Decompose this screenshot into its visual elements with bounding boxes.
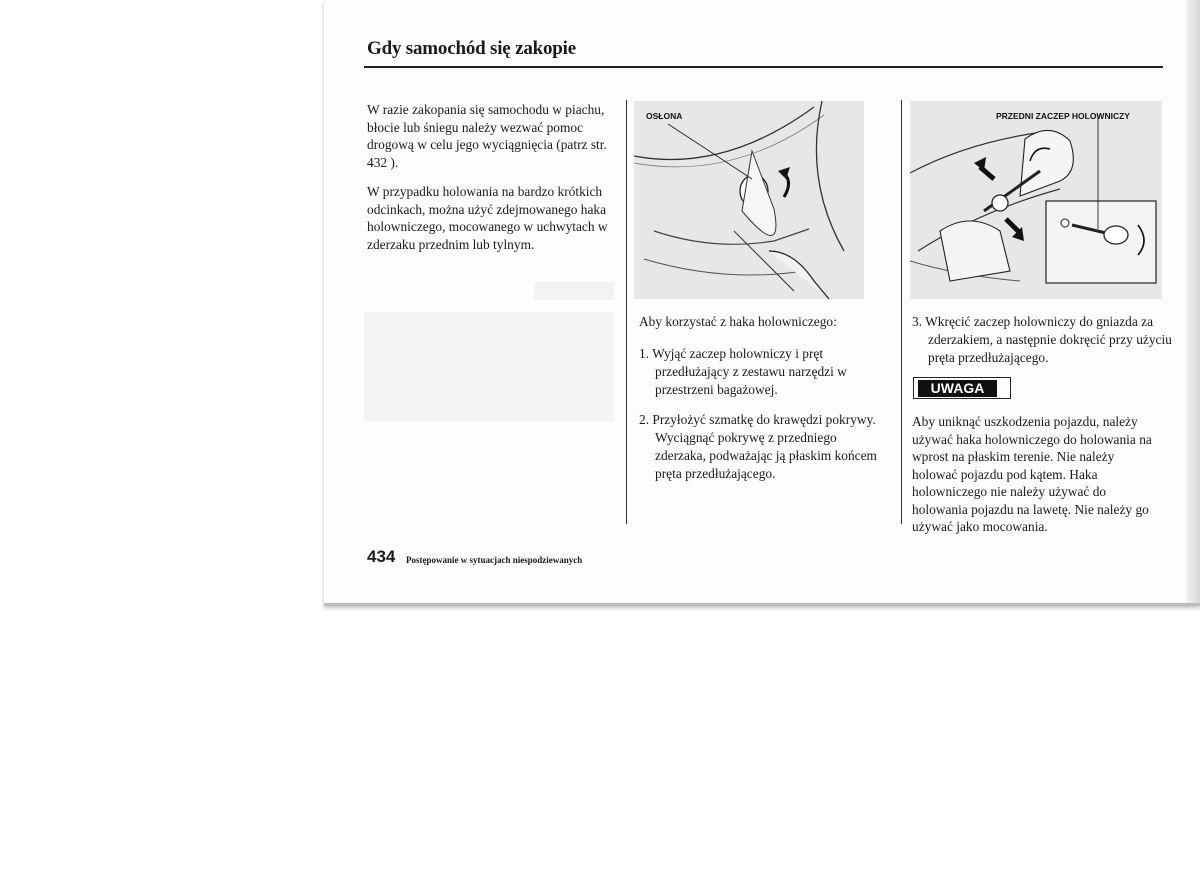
bleed-through-shading — [364, 312, 614, 422]
usage-intro: Aby korzystać z haka holowniczego: — [639, 314, 837, 329]
cover-removal-illustration — [634, 101, 864, 299]
tow-hook-drawing — [910, 101, 1162, 299]
tow-hook-installation-illustration — [910, 101, 1162, 299]
warning-badge — [913, 377, 1011, 399]
step-1: 1. Wyjąć zaczep holowniczy i pręt przedłużający z zestawu narzędzi w przestrzeni bagażowej. — [639, 346, 847, 397]
page-title: Gdy samochód się zakopie — [367, 38, 576, 59]
intro-paragraph: W razie zakopania się samochodu w piachu, błocie lub śniegu należy wezwać pomoc drogową w celu jego wyciągnięcia (patrz str. 432 ). — [367, 102, 607, 170]
column-divider-right — [901, 100, 902, 524]
short-distance-paragraph: W przypadku holowania na bardzo krótkich odcinkach, można użyć zdejmowanego haka holowniczego, mocowanego w uchwytach w zderzaku przednim lub tylnym. — [367, 184, 608, 252]
warning-text: Aby uniknąć uszkodzenia pojazdu, należy używać haka holowniczego do holowania na wprost na płaskim terenie. Nie należy holować pojazdu pod kątem. Haka holowniczego nie należy używać do holowania pojazdu na lawetę. Nie należy go używać jako mocowania. — [912, 414, 1152, 534]
page-edge-shadow — [1186, 0, 1200, 603]
manual-page — [324, 0, 1200, 606]
page-number: 434 — [367, 547, 396, 566]
warning-label: UWAGA — [918, 380, 997, 397]
step-2: 2. Przyłożyć szmatkę do krawędzi pokrywy. Wyciągnąć pokrywę z przedniego zderzaka, podważając ją płaskim końcem pręta przedłużającego. — [639, 412, 877, 481]
section-footer: Postępowanie w sytuacjach niespodziewanych — [406, 555, 583, 565]
column-divider-left — [626, 100, 627, 524]
title-rule — [364, 66, 1163, 68]
front-tow-hook-label: PRZEDNI ZACZEP HOLOWNICZY — [996, 111, 1130, 121]
step-3: 3. Wkręcić zaczep holowniczy do gniazda za zderzakiem, a następnie dokręcić przy użyciu pręta przedłużającego. — [912, 314, 1172, 365]
cover-label: OSŁONA — [646, 111, 683, 121]
cover-removal-drawing — [634, 101, 864, 299]
bleed-through-shading — [534, 282, 614, 300]
